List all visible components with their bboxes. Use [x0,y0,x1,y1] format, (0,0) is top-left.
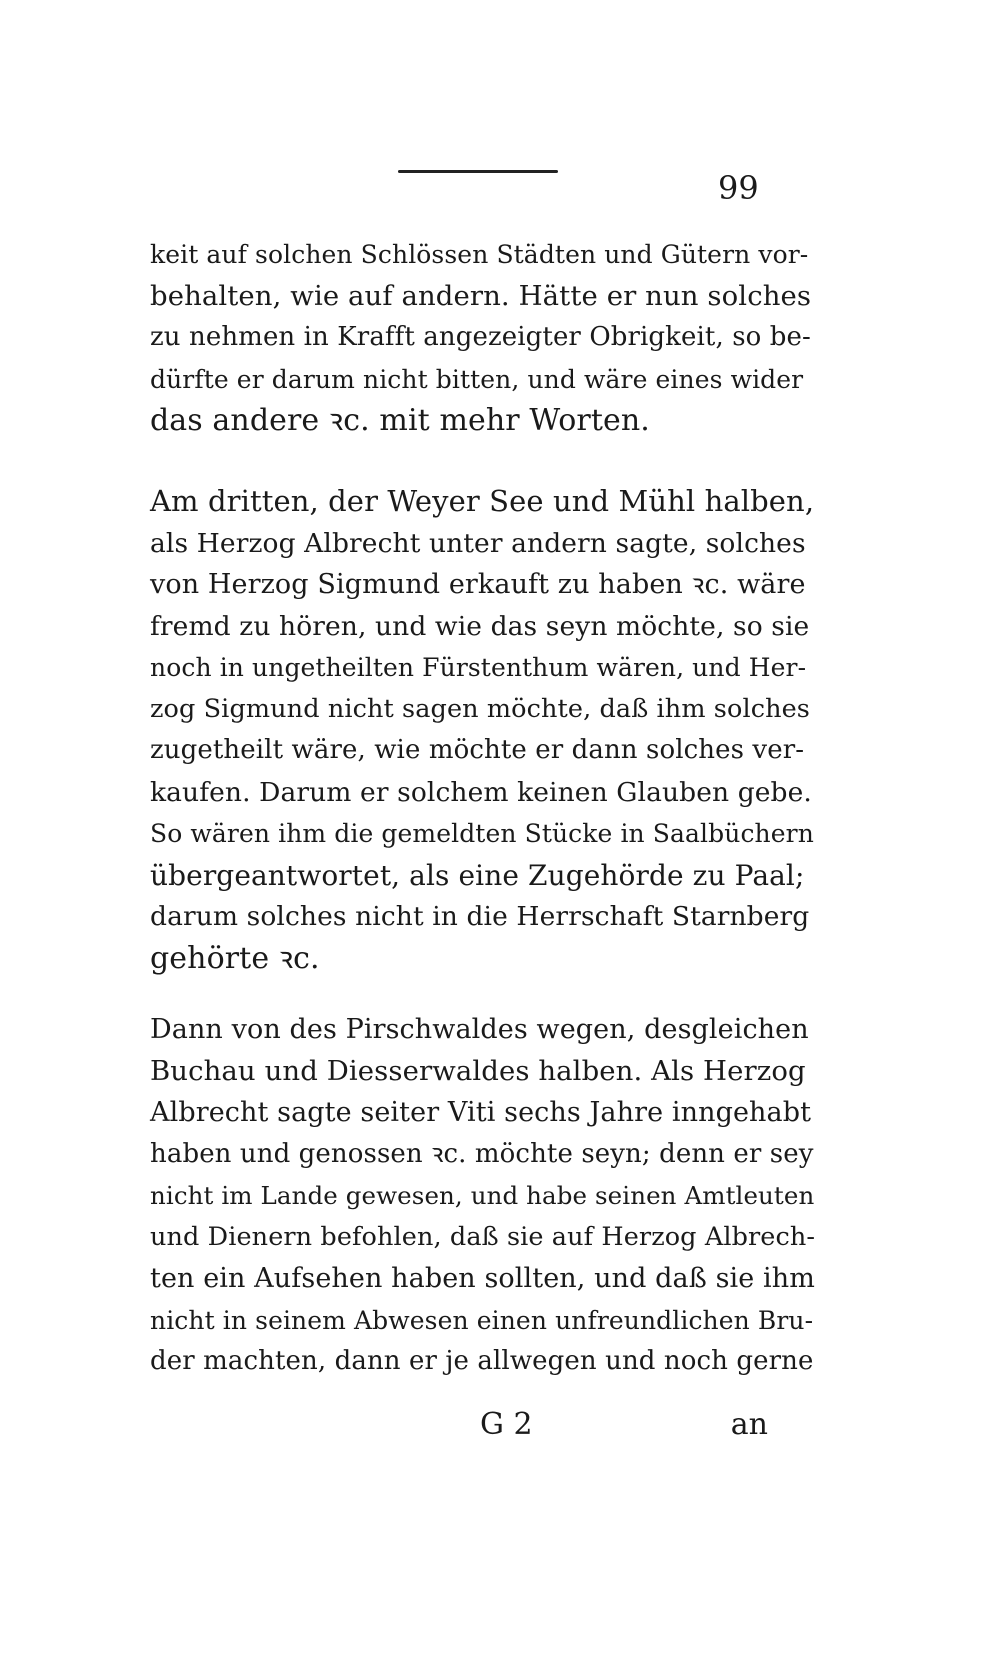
text-line: zu nehmen in Krafft angezeigter Obrigkeit, so be- [150,322,811,352]
text-line: gehörte ꝛc. [150,940,320,976]
text-line: das andere ꝛc. mit mehr Worten. [150,403,650,438]
page-number: 99 [718,169,759,207]
header-rule [398,170,558,173]
text-line: dürfte er darum nicht bitten, und wäre eines wider [150,364,804,394]
text-line: haben und genossen ꝛc. möchte seyn; denn er sey [150,1138,814,1169]
text-line: zog Sigmund nicht sagen möchte, daß ihm solches [150,693,810,724]
text-line: So wären ihm die gemeldten Stücke in Saalbüchern [150,819,814,848]
text-line: zugetheilt wäre, wie möchte er dann solches ver- [150,735,805,765]
text-line: darum solches nicht in die Herrschaft Starnberg [150,901,810,932]
catchword: an [730,1407,768,1442]
signature-mark: G 2 [480,1407,533,1442]
text-line: keit auf solchen Schlössen Städten und Gütern vor- [150,240,809,269]
text-line: noch in ungetheilten Fürstenthum wären, und Her- [150,653,807,682]
text-line: als Herzog Albrecht unter andern sagte, solches [150,527,806,559]
text-line: kaufen. Darum er solchem keinen Glauben gebe. [150,776,812,808]
text-line: der machten, dann er je allwegen und noch gerne [150,1346,814,1376]
page-footer [150,1404,815,1446]
text-line: fremd zu hören, und wie das seyn möchte, so sie [150,610,810,642]
text-line: Albrecht sagte seiter Viti sechs Jahre inngehabt [150,1097,812,1128]
text-line: Am dritten, der Weyer See und Mühl halben, [150,484,815,518]
text-line: und Dienern befohlen, daß sie auf Herzog Albrech- [150,1221,816,1252]
paragraph-2 [150,481,815,979]
paragraph-1 [150,234,815,442]
text-line: Dann von des Pirschwaldes wegen, desgleichen [150,1014,809,1045]
text-line: von Herzog Sigmund erkauft zu haben ꝛc. wäre [150,569,806,600]
text-line: übergeantwortet, als eine Zugehörde zu Paal; [150,858,805,892]
text-line: ten ein Aufsehen haben sollten, und daß sie ihm [150,1263,815,1294]
text-line: behalten, wie auf andern. Hätte er nun solches [150,279,812,312]
text-line: nicht in seinem Abwesen einen unfreundlichen Bru- [150,1305,814,1335]
paragraph-3 [150,1009,815,1383]
text-line: nicht im Lande gewesen, und habe seinen Amtleuten [150,1181,815,1210]
text-line: Buchau und Diesserwaldes halben. Als Herzog [150,1054,806,1087]
